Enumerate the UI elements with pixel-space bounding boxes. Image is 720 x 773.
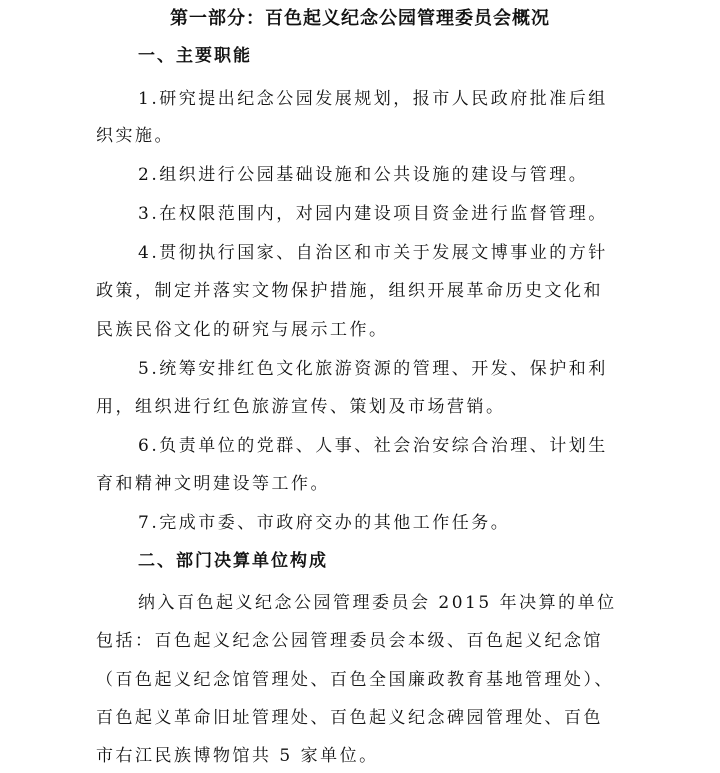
function-item-6-line-2: 育和精神文明建设等工作。 bbox=[96, 474, 330, 494]
function-item-2-line-1: 2.组织进行公园基础设施和公共设施的建设与管理。 bbox=[138, 165, 589, 185]
unit-composition-line-4: 百色起义革命旧址管理处、百色起义纪念碑园管理处、百色 bbox=[96, 708, 603, 728]
section-heading-main-functions: 一、主要职能 bbox=[138, 46, 252, 66]
function-item-6-line-1: 6.负责单位的党群、人事、社会治安综合治理、计划生 bbox=[138, 436, 608, 456]
function-item-3-line-1: 3.在权限范围内，对园内建设项目资金进行监督管理。 bbox=[138, 204, 608, 224]
unit-composition-line-5: 市右江民族博物馆共 5 家单位。 bbox=[96, 746, 379, 766]
unit-composition-line-1: 纳入百色起义纪念公园管理委员会 2015 年决算的单位 bbox=[138, 593, 617, 613]
page-title: 第一部分：百色起义纪念公园管理委员会概况 bbox=[170, 8, 550, 29]
function-item-5-line-1: 5.统筹安排红色文化旅游资源的管理、开发、保护和利 bbox=[138, 359, 608, 379]
function-item-1-line-2: 织实施。 bbox=[96, 126, 174, 146]
function-item-7-line-1: 7.完成市委、市政府交办的其他工作任务。 bbox=[138, 513, 511, 533]
unit-composition-line-2: 包括：百色起义纪念公园管理委员会本级、百色起义纪念馆 bbox=[96, 631, 603, 651]
function-item-5-line-2: 用，组织进行红色旅游宣传、策划及市场营销。 bbox=[96, 397, 506, 417]
unit-composition-line-3: （百色起义纪念馆管理处、百色全国廉政教育基地管理处）、 bbox=[96, 670, 614, 690]
function-item-4-line-2: 政策，制定并落实文物保护措施，组织开展革命历史文化和 bbox=[96, 281, 603, 301]
section-heading-unit-composition: 二、部门决算单位构成 bbox=[138, 551, 328, 571]
function-item-4-line-3: 民族民俗文化的研究与展示工作。 bbox=[96, 320, 389, 340]
function-item-1-line-1: 1.研究提出纪念公园发展规划，报市人民政府批准后组 bbox=[138, 89, 608, 109]
function-item-4-line-1: 4.贯彻执行国家、自治区和市关于发展文博事业的方针 bbox=[138, 243, 608, 263]
